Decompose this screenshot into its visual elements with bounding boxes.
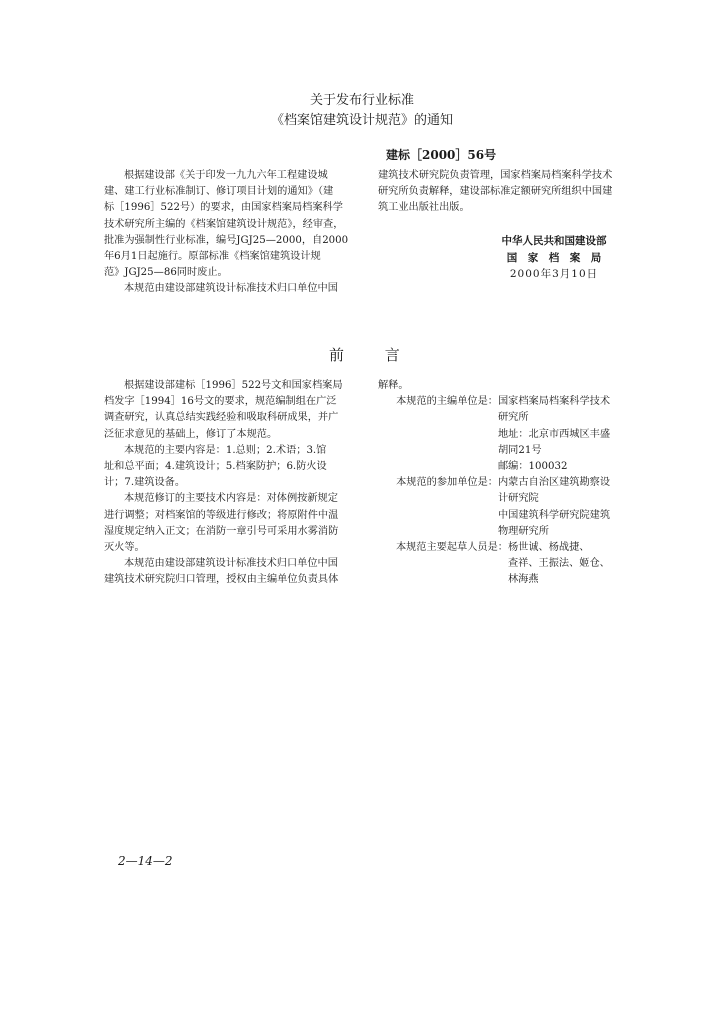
- chief-unit-address: 地址：北京市西城区丰盛: [498, 428, 611, 440]
- preface-heading-char: 前: [329, 346, 346, 364]
- signature-block: [486, 233, 622, 283]
- chief-unit-value: 国家档案局档案科学技术: [498, 396, 611, 408]
- participating-unit-row: [378, 491, 648, 507]
- signature-date: 2000年3月10日: [509, 268, 599, 280]
- preface-line: 建筑技术研究院归口管理，授权由主编单位负责具体: [104, 574, 339, 586]
- chief-unit-row: [378, 394, 648, 410]
- chief-unit-row: [378, 410, 648, 426]
- chief-unit-row: [378, 427, 648, 443]
- participating-unit-value: 物理研究所: [498, 525, 549, 537]
- drafters-value: 杨世诚、杨战捷、: [508, 542, 590, 554]
- preface-line: 根据建设部建标［1996］522号文和国家档案局: [124, 380, 343, 391]
- notice-title-line1: 关于发布行业标准: [309, 93, 414, 108]
- notice-right-column: [378, 168, 638, 217]
- notice-paragraph-line: 建、建工行业标准制订、修订项目计划的通知》（建: [104, 186, 334, 198]
- preface-explanation-line: 解释。: [378, 380, 409, 391]
- preface-line: 本规范修订的主要技术内容是：对体例按新规定: [124, 493, 338, 505]
- preface-heading: [329, 344, 401, 365]
- drafters-row: [378, 540, 648, 556]
- chief-unit-address: 胡同21号: [498, 444, 542, 456]
- page-number: 2—14—2: [118, 854, 173, 868]
- preface-line: 本规范由建设部建筑设计标准技术归口单位中国: [124, 558, 338, 570]
- document-number: 建标［2000］56号: [386, 148, 497, 162]
- preface-line: 本规范的主要内容是：1.总则；2.术语；3.馆: [124, 444, 327, 456]
- preface-line: 灭火等。: [104, 542, 145, 554]
- notice-paragraph-line: 建筑技术研究院负责管理，国家档案局档案科学技术: [378, 170, 613, 181]
- signature-org-archives: 国 家 档 案 局: [506, 251, 602, 264]
- participating-unit-value: 计研究院: [498, 493, 539, 505]
- notice-paragraph-line: 标［1996］522号）的要求，由国家档案局档案科学: [104, 202, 343, 214]
- chief-unit-row: [378, 443, 648, 459]
- participating-unit-value: 内蒙古自治区建筑勘察设: [498, 477, 611, 489]
- chief-unit-postcode: 邮编：100032: [498, 461, 568, 473]
- notice-paragraph-line: 本规范由建设部建筑设计标准技术归口单位中国: [124, 283, 338, 295]
- preface-right-column: [378, 378, 648, 589]
- chief-unit-label: 本规范的主编单位是：: [396, 396, 498, 408]
- drafters-label: 本规范主要起草人员是：: [395, 542, 508, 554]
- chief-unit-row: [378, 459, 648, 475]
- drafters-value: 林海燕: [508, 574, 539, 586]
- notice-left-column: [104, 168, 364, 298]
- notice-paragraph-line: 批准为强制性行业标准，编号JGJ25—2000，自2000: [104, 234, 349, 246]
- notice-title-line2: 《档案馆建筑设计规范》的通知: [270, 113, 453, 128]
- drafters-row: [378, 556, 648, 572]
- notice-paragraph-line: 范》JGJ25—86同时废止。: [104, 267, 228, 279]
- chief-unit-value: 研究所: [498, 412, 529, 424]
- notice-paragraph-line: 年6月1日起施行。原部标准《档案馆建筑设计规: [104, 251, 321, 263]
- preface-line: 湿度规定纳入正文；在消防一章引号可采用水雾消防: [104, 525, 339, 537]
- notice-paragraph-line: 研究所负责解释，建设部标准定额研究所组织中国建: [378, 186, 613, 198]
- participating-unit-row: [378, 524, 648, 540]
- preface-line: 泛征求意见的基础上，修订了本规范。: [104, 428, 278, 440]
- drafters-row: [378, 572, 648, 588]
- notice-paragraph-line: 筑工业出版社出版。: [378, 202, 470, 214]
- participating-unit-row: [378, 475, 648, 491]
- preface-left-column: [104, 378, 366, 589]
- preface-line: 计；7.建筑设备。: [104, 477, 186, 489]
- participating-unit-row: [378, 508, 648, 524]
- participating-unit-value: 中国建筑科学研究院建筑: [498, 509, 611, 521]
- preface-line: 进行调整；对档案馆的等级进行修改；将原附件中温: [104, 509, 339, 521]
- notice-paragraph-line: 技术研究所主编的《档案馆建筑设计规范》，经审查，: [104, 218, 344, 230]
- preface-heading-char: 言: [384, 346, 401, 364]
- preface-line: 调查研究，认真总结实践经验和吸取科研成果，并广: [104, 412, 339, 424]
- participating-unit-label: 本规范的参加单位是：: [396, 477, 498, 489]
- drafters-value: 查祥、王振法、姬仓、: [508, 558, 610, 570]
- signature-org-construction: 中华人民共和国建设部: [501, 235, 607, 247]
- preface-line: 档发字［1994］16号文的要求，规范编制组在广泛: [104, 396, 337, 408]
- notice-paragraph-line: 根据建设部《关于印发一九九六年工程建设城: [124, 170, 328, 181]
- preface-line: 址和总平面；4.建筑设计；5.档案防护；6.防火设: [104, 461, 327, 473]
